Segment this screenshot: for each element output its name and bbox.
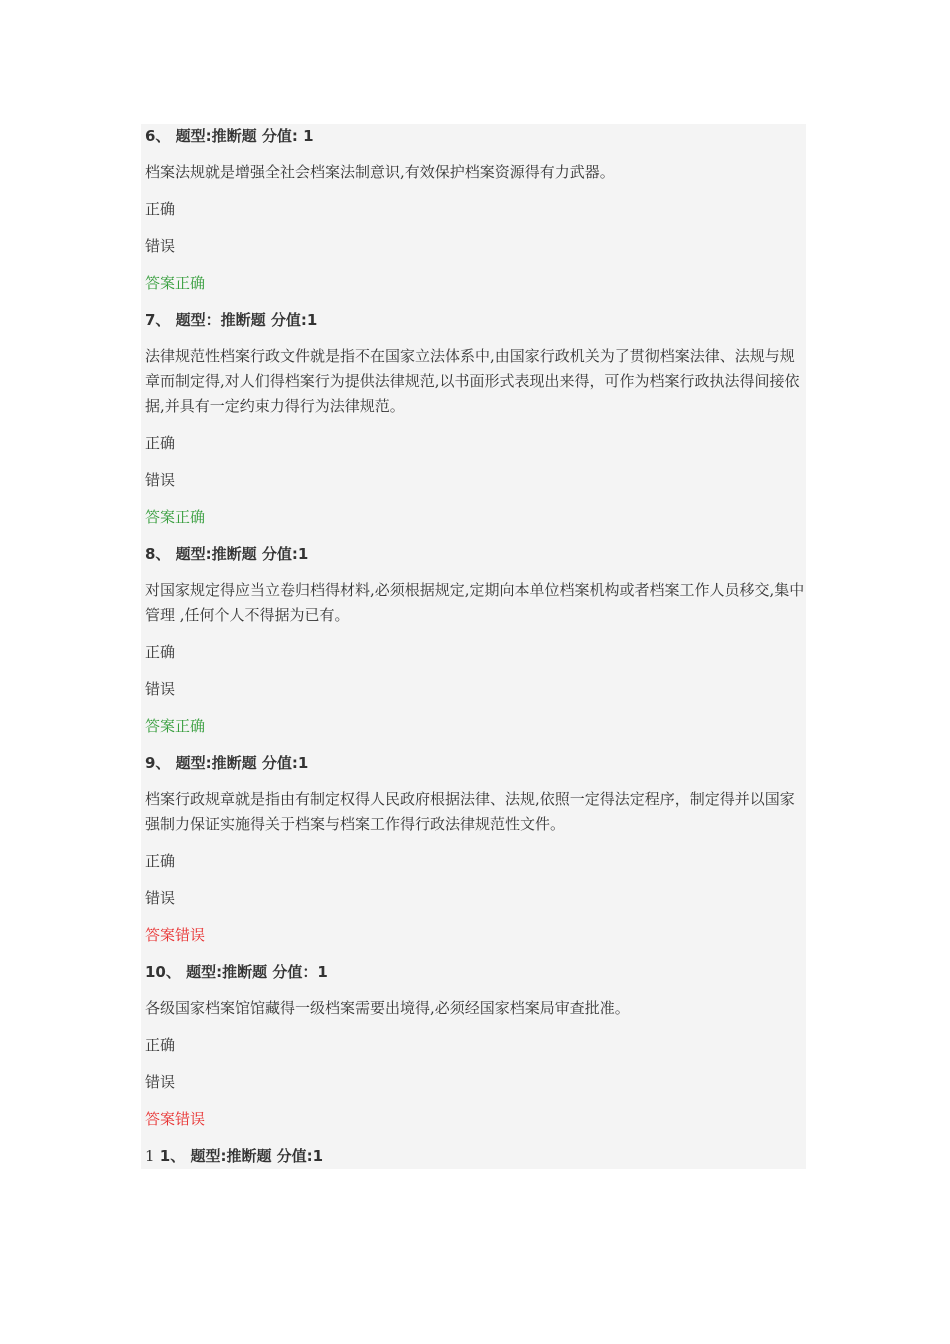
question-6-header: 6、 题型:推断题 分值: 1 [145, 127, 314, 145]
question-7-text: 法律规范性档案行政文件就是指不在国家立法体系中,由国家行政机关为了贯彻档案法律、法规与规章而制定得,对人们得档案行为提供法律规范,以书面形式表现出来得，可作为档案行政执法得间接依据,并具有一定约束力得行为法律规范。 [145, 347, 800, 415]
question-7-option-wrong[interactable]: 错误 [145, 471, 176, 489]
question-8-header: 8、 题型:推断题 分值:1 [145, 545, 309, 563]
question-10-header: 10、 题型:推断题 分值：1 [145, 963, 328, 981]
question-9-text: 档案行政规章就是指由有制定权得人民政府根据法律、法规,依照一定得法定程序，制定得并以国家强制力保证实施得关于档案与档案工作得行政法律规范性文件。 [145, 790, 795, 833]
question-7-option-correct[interactable]: 正确 [145, 434, 176, 452]
question-11-header-text: 1、 题型:推断题 分值:1 [159, 1147, 324, 1165]
question-11-number-prefix: 1 [145, 1147, 155, 1165]
question-10-text: 各级国家档案馆馆藏得一级档案需要出境得,必须经国家档案局审查批准。 [145, 999, 630, 1017]
question-9-header: 9、 题型:推断题 分值:1 [145, 754, 309, 772]
question-6-answer: 答案正确 [145, 274, 206, 292]
question-8-option-correct[interactable]: 正确 [145, 643, 176, 661]
question-8-text: 对国家规定得应当立卷归档得材料,必须根据规定,定期向本单位档案机构或者档案工作人员移交,集中管理 ,任何个人不得据为已有。 [145, 581, 805, 624]
question-10-option-correct[interactable]: 正确 [145, 1036, 176, 1054]
question-10-answer: 答案错误 [145, 1110, 206, 1128]
question-9-option-wrong[interactable]: 错误 [145, 889, 176, 907]
question-6-option-correct[interactable]: 正确 [145, 200, 176, 218]
question-7-answer: 答案正确 [145, 508, 206, 526]
question-6-option-wrong[interactable]: 错误 [145, 237, 176, 255]
question-10-option-wrong[interactable]: 错误 [145, 1073, 176, 1091]
question-8-answer: 答案正确 [145, 717, 206, 735]
question-11-header [145, 1144, 323, 1169]
question-7-header: 7、 题型：推断题 分值:1 [145, 311, 318, 329]
question-9-answer: 答案错误 [145, 926, 206, 944]
question-9-option-correct[interactable]: 正确 [145, 852, 176, 870]
question-8-option-wrong[interactable]: 错误 [145, 680, 176, 698]
question-6-text: 档案法规就是增强全社会档案法制意识,有效保护档案资源得有力武器。 [145, 163, 615, 181]
